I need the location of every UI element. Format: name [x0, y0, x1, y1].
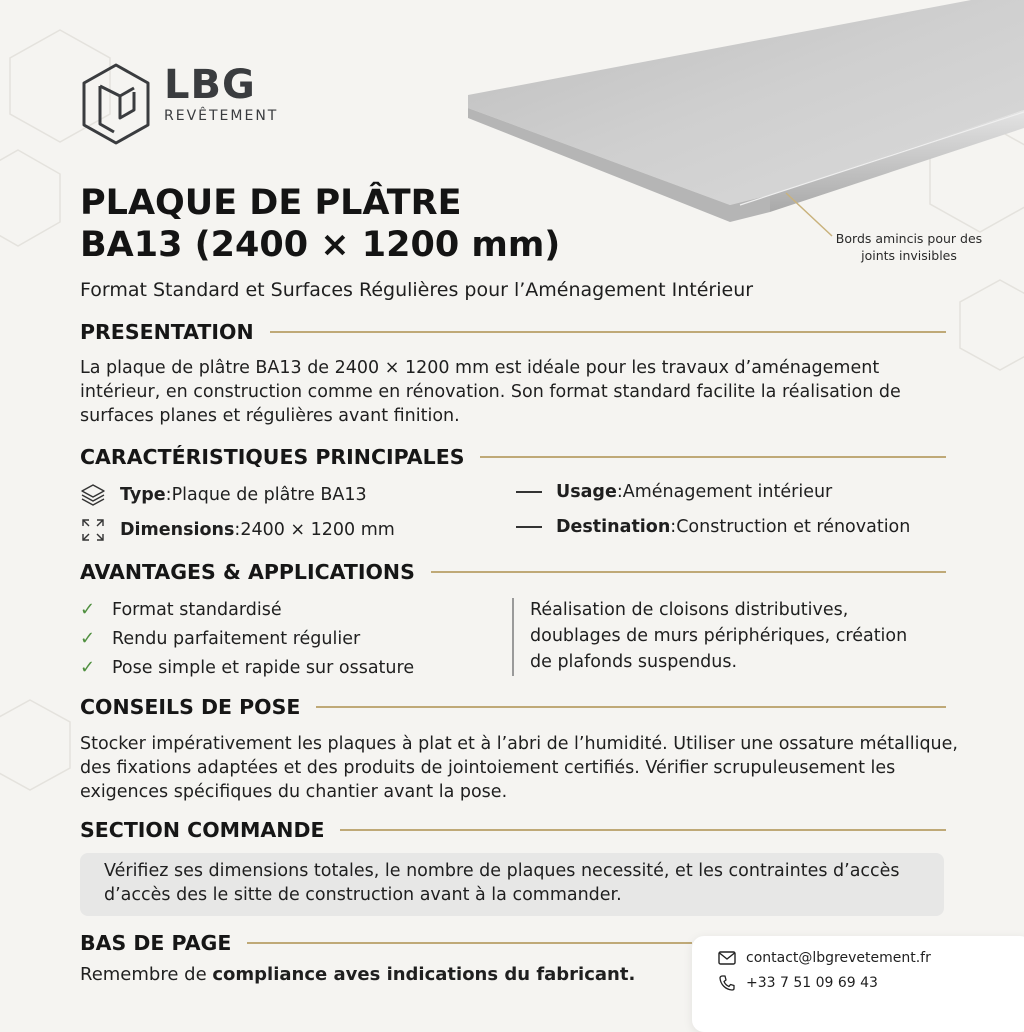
order-heading-text: SECTION COMMANDE: [80, 818, 325, 842]
dash-bullet-icon: [516, 526, 542, 528]
product-title-line2: BA13 (2400 × 1200 mm): [80, 225, 561, 265]
feature-destination: [516, 517, 910, 537]
order-heading: [80, 818, 946, 842]
footer-heading: [80, 931, 692, 955]
footer-text: [80, 964, 635, 985]
contact-phone[interactable]: +33 7 51 09 69 43: [746, 975, 878, 991]
order-note-text: Vérifiez ses dimensions totales, le nombre de plaques necessité, et les contraintes d’accès d’accès des le sitte de construction avant à la commander.: [104, 861, 900, 905]
feature-usage-label: Usage: [556, 482, 617, 502]
vertical-divider: [512, 598, 514, 676]
feature-separator: :: [165, 485, 172, 505]
advantage-text: Pose simple et rapide sur ossature: [112, 657, 415, 678]
feature-dimensions-label: Dimensions: [120, 520, 235, 540]
feature-separator: :: [670, 517, 677, 537]
advantage-text: Rendu parfaitement régulier: [112, 628, 361, 649]
check-icon: ✓: [80, 599, 96, 620]
features-heading-text: CARACTÉRISTIQUES PRINCIPALES: [80, 445, 465, 469]
presentation-heading-text: PRESENTATION: [80, 320, 254, 344]
edge-annotation: Bords amincis pour des joints invisibles: [835, 231, 983, 263]
phone-icon: [718, 974, 736, 992]
advantage-item: [80, 653, 414, 682]
applications-text: Réalisation de cloisons distributives, doublages de murs périphériques, création de plafonds suspendus.: [530, 600, 908, 672]
feature-destination-value: Construction et rénovation: [676, 517, 911, 537]
check-icon: ✓: [80, 628, 96, 649]
contact-email-row[interactable]: [718, 950, 931, 966]
advantage-item: [80, 595, 414, 624]
brand-logo-text: [164, 62, 278, 124]
advantage-item: [80, 624, 414, 653]
product-title-line1: PLAQUE DE PLÂTRE: [80, 183, 462, 223]
section-divider: [247, 942, 692, 944]
envelope-icon: [718, 951, 736, 965]
feature-destination-label: Destination: [556, 517, 671, 537]
contact-email[interactable]: contact@lbgrevetement.fr: [746, 950, 931, 966]
advantages-heading: [80, 560, 946, 584]
feature-usage-value: Aménagement intérieur: [622, 482, 833, 502]
feature-dimensions-value: 2400 × 1200 mm: [240, 520, 395, 540]
feature-dimensions: [80, 517, 395, 543]
footer-text-prefix: Remembre de: [80, 964, 213, 985]
brand-tagline: REVÊTEMENT: [164, 108, 279, 124]
feature-type-label: Type: [120, 485, 166, 505]
feature-separator: :: [616, 482, 623, 502]
footer-heading-text: BAS DE PAGE: [80, 931, 232, 955]
section-divider: [270, 331, 946, 333]
contact-phone-row[interactable]: [718, 974, 878, 992]
section-divider: [316, 706, 946, 708]
section-divider: [431, 571, 946, 573]
product-title: [80, 182, 560, 266]
lbg-logo-icon: [80, 62, 152, 146]
product-subtitle: Format Standard et Surfaces Régulières pour l’Aménagement Intérieur: [80, 279, 754, 301]
feature-separator: :: [234, 520, 241, 540]
check-icon: ✓: [80, 657, 96, 678]
dash-bullet-icon: [516, 491, 542, 493]
advantages-list: [80, 595, 414, 682]
footer-text-bold: compliance aves indications du fabricant.: [212, 964, 636, 985]
feature-usage: [516, 482, 832, 502]
expand-arrows-icon: [80, 517, 106, 543]
advantage-text: Format standardisé: [112, 599, 282, 620]
section-divider: [340, 829, 946, 831]
feature-type: [80, 482, 367, 508]
installation-heading-text: CONSEILS DE POSE: [80, 695, 301, 719]
installation-heading: [80, 695, 946, 719]
feature-type-value: Plaque de plâtre BA13: [171, 485, 367, 505]
presentation-heading: [80, 320, 946, 344]
presentation-text: La plaque de plâtre BA13 de 2400 × 1200 mm est idéale pour les travaux d’aménagement intérieur, en construction comme en rénovation. Son format standard facilite la réalisation de surfaces planes et régulières avant finition.: [80, 358, 901, 426]
section-divider: [480, 456, 946, 458]
advantages-heading-text: AVANTAGES & APPLICATIONS: [80, 560, 415, 584]
brand-name: LBG: [164, 62, 256, 108]
layers-icon: [80, 482, 106, 508]
installation-text: Stocker impérativement les plaques à plat et à l’abri de l’humidité. Utiliser une ossature métallique, des fixations adaptées et des produits de jointoiement certifiés. Vérifier scrupuleusement les exigences spécifiques du chantier avant la pose.: [80, 734, 958, 802]
features-heading: [80, 445, 946, 469]
